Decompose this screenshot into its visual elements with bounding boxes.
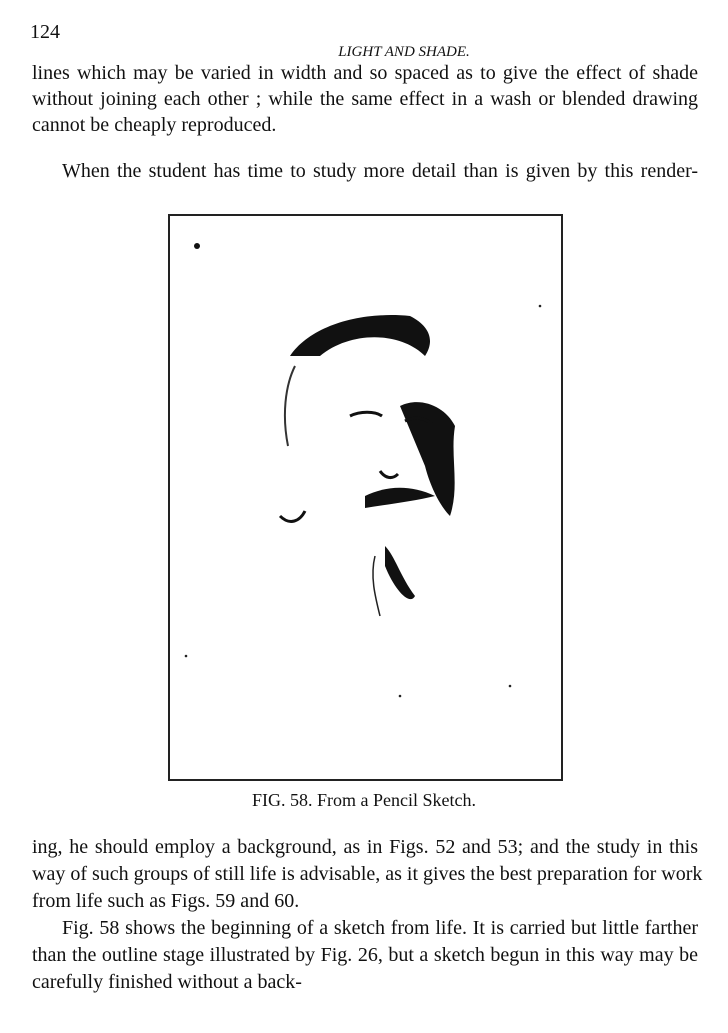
text-line: lines which may be varied in width and so spaced as to give the effect of shade (32, 62, 698, 84)
text-line: carefully finished without a back- (32, 971, 302, 993)
text-line: Fig. 58 shows the beginning of a sketch from life. It is carried but little farther (62, 917, 698, 939)
text-line: from life such as Figs. 59 and 60. (32, 890, 300, 912)
text-line: cannot be cheaply reproduced. (32, 114, 277, 136)
figure-caption: FIG. 58. From a Pencil Sketch. (252, 790, 476, 810)
portrait-sketch-image (170, 216, 561, 779)
text-line: than the outline stage illustrated by Fig. 26, but a sketch begun in this way may be (32, 944, 698, 966)
text-line: without joining each other ; while the same effect in a wash or blended drawing (32, 88, 698, 110)
text-line: When the student has time to study more detail than is given by this render- (62, 160, 698, 182)
text-line: ing, he should employ a background, as in Figs. 52 and 53; and the study in this (32, 836, 698, 858)
page-number: 124 (30, 21, 60, 43)
figure-58-pencil-sketch (168, 214, 563, 781)
text-line: way of such groups of still life is advisable, as it gives the best preparation for work (32, 863, 703, 885)
running-head: LIGHT AND SHADE. (338, 44, 470, 60)
